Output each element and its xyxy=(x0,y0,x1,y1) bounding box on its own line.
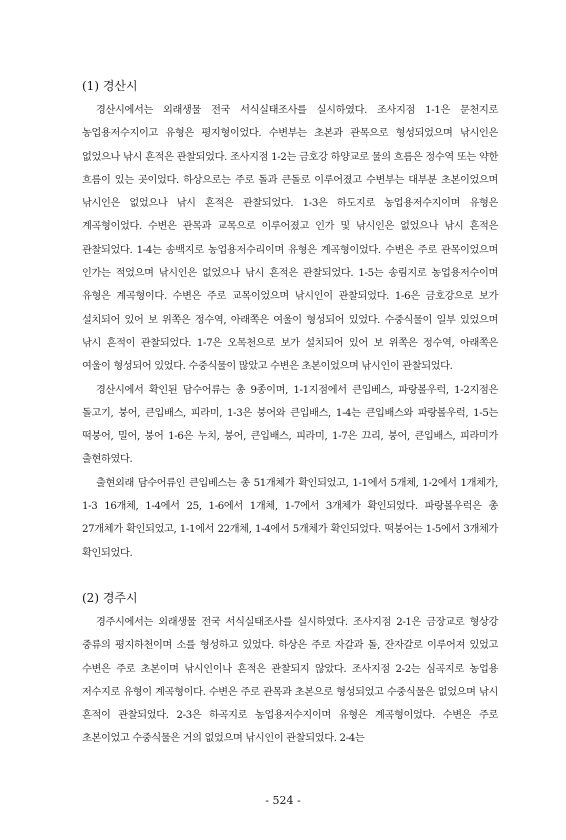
paragraph: 경산시에서 확인된 담수어류는 총 9종이며, 1-1지점에서 큰입베스, 파랑볼우럭, 1-2지점은 돌고기, 붕어, 큰입배스, 피라미, 1-3은 붕어와 큰입배스, 1-4는 큰입배스와 파랑볼우럭, 1-5는 떡붕어, 밀어, 붕어 1-6은 누치, 붕어, 큰입배스, 피라미, 1-7은 끄리, 붕어, 큰입배스, 피라미가 출현하였다. xyxy=(82,384,498,466)
section-heading: (1) 경산시 xyxy=(82,79,138,93)
paragraph: 출현외래 담수어류인 큰입베스는 총 51개체가 확인되었고, 1-1에서 5개체, 1-2에서 1개체가, 1-3 16개체, 1-4에서 25, 1-6에서 1개체, 1-7에서 3개체가 확인되었다. 파랑볼우럭은 총 27개체가 확인되었고, 1-1에서 22개체, 1-4에서 5개체가 확인되었다. 떡붕어는 1-5에서 3개체가 확인되었다. xyxy=(82,477,498,559)
section-heading: (2) 경주시 xyxy=(82,590,138,605)
paragraph: 경주시에서는 외래생물 전국 서식실태조사를 실시하였다. 조사지점 2-1은 금장교로 형상강 중류의 평지하천이며 소를 형성하고 있었다. 하상은 주로 자갈과 돌, 잔자갈로 이루어져 있었고 수변은 주로 초본이며 낚시인이나 흔적은 관찰되지 않았다. 조사지점 2-2는 심곡지로 농업용 저수지로 유형이 계곡형이다. 수변은 주로 관목과 초본으로 형성되었고 수중식물은 없었으며 낚시 흔적이 관찰되었다. 2-3은 하곡지로 농업용저수지이며 유형은 계곡형이었다. 수변은 주로 초본이었고 수중식물은 거의 없었으며 낚시인이 관찰되었다. 2-4는 xyxy=(82,616,498,745)
paragraph: 경산시에서는 외래생물 전국 서식실태조사를 실시하였다. 조사지점 1-1은 문천지로 농업용저수지이고 유형은 평지형이었다. 수변부는 초본과 관목으로 형성되었으며 낚시인은 없었으나 낚시 흔적은 관찰되었다. 조사지점 1-2는 금호강 하양교로 물의 흐름은 정수역 또는 약한 흐름이 있는 곳이었다. 하상으로는 주로 돌과 큰돌로 이루어졌고 수변부는 대부분 초본이었으며 낚시인은 없었으나 낚시 흔적은 관찰되었다. 1-3은 하도지로 농업용저수지이며 유형은 계곡형이었다. 수변은 관목과 교목으로 이루어졌고 인가 및 낚시인은 없었으나 낚시 흔적은 관찰되었다. 1-4는 송백지로 농업용저수리이며 유형은 계곡형이었다. 수변은 주로 관목이었으며 인가는 적었으며 낚시인은 없었으나 낚시 흔적은 관찰되었다. 1-5는 송림지로 농업용저수이며 유형은 계곡형이다. 수변은 주로 교목이었으며 낚시인이 관찰되었다. 1-6은 금호강으로 보가 설치되어 있어 보 위쪽은 정수역, 아래쪽은 여울이 형성되어 있었다. 수중식물이 일부 있었으며 낚시 흔적이 관찰되었다. 1-7은 오목천으로 보가 설치되어 있어 보 위쪽은 정수역, 아래쪽은 여울이 형성되어 있었다. 수중식물이 많았고 수변은 초본이었으며 낚시인이 관찰되었다. xyxy=(82,105,498,373)
section-gyeongju xyxy=(82,585,498,751)
page-number: - 524 - xyxy=(265,794,301,807)
document-page xyxy=(82,73,498,751)
section-gyeongsan xyxy=(82,73,498,565)
